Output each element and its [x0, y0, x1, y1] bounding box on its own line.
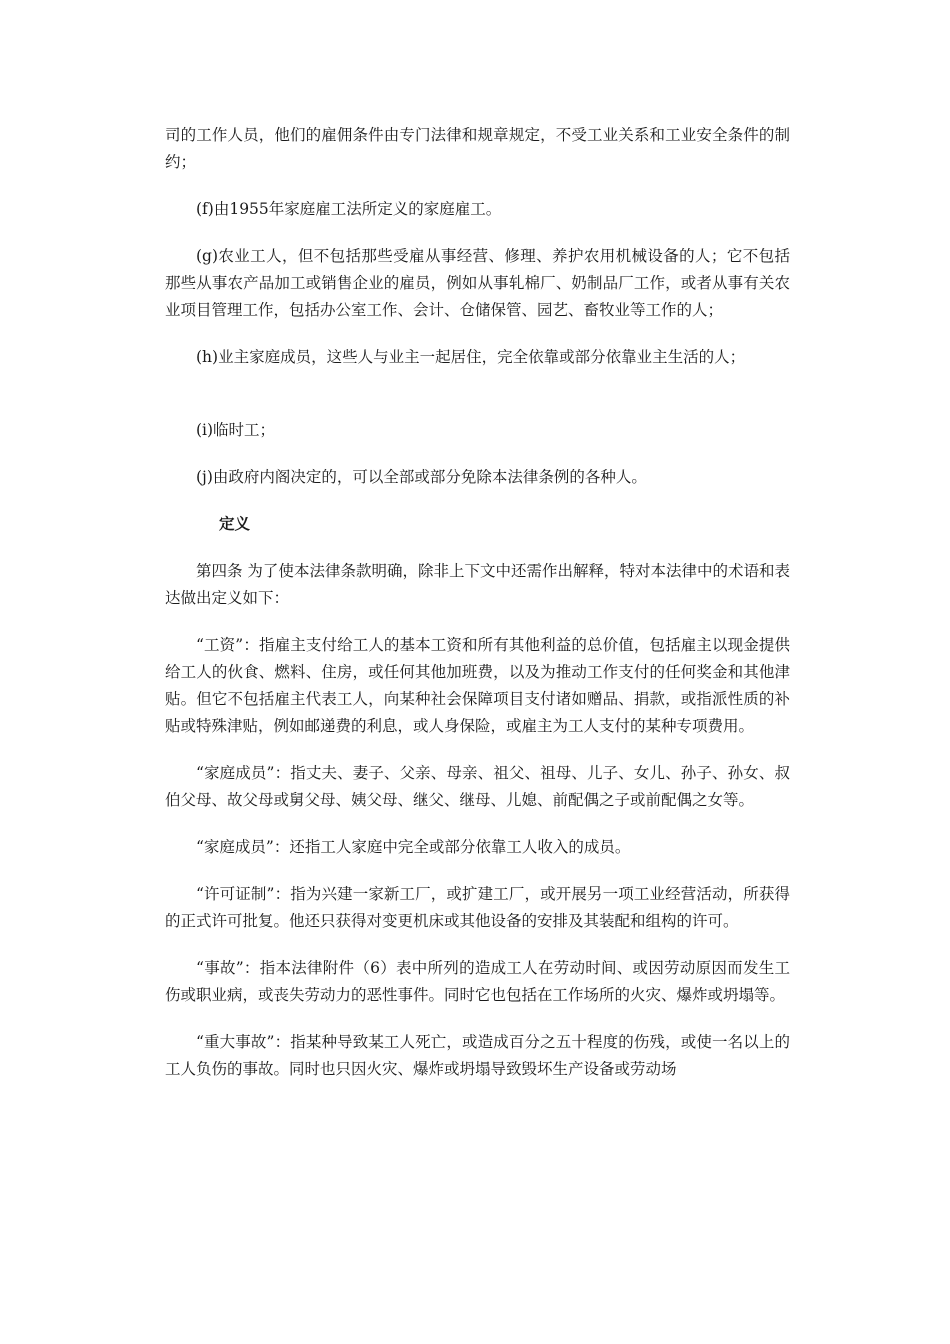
paragraph-definition-wages: “工资”：指雇主支付给工人的基本工资和所有其他利益的总价值，包括雇主以现金提供给工人的伙食、燃料、住房，或任何其他加班费，以及为推动工作支付的任何奖金和其他津贴。但它不包括雇主代表工人，向某种社会保障项目支付诸如赠品、捐款，或指派性质的补贴或特殊津贴，例如邮递费的利息，或人身保险，或雇主为工人支付的某种专项费用。 [165, 636, 790, 735]
spacer [165, 538, 790, 558]
paragraph-definition-accident: “事故”：指本法律附件（6）表中所列的造成工人在劳动时间、或因劳动原因而发生工伤或职业病，或丧失劳动力的恶性事件。同时它也包括在工作场所的火灾、爆炸或坍塌等。 [165, 959, 790, 1004]
spacer [165, 1009, 790, 1029]
spacer [165, 444, 790, 464]
paragraph-item-i: (i)临时工； [196, 421, 276, 439]
spacer [165, 935, 790, 955]
spacer [165, 223, 790, 243]
spacer [165, 491, 790, 511]
paragraph-item-j: (j)由政府内阁决定的，可以全部或部分免除本法律条例的各种人。 [196, 468, 647, 486]
paragraph-item-h: (h)业主家庭成员，这些人与业主一起居住，完全依靠或部分依靠业主生活的人； [196, 348, 746, 366]
spacer [165, 814, 790, 834]
paragraph-definition-family-members-2: “家庭成员”：还指工人家庭中完全或部分依靠工人收入的成员。 [196, 838, 631, 856]
paragraph-item-g: (g)农业工人，但不包括那些受雇从事经营、修理、养护农用机械设备的人；它不包括那些从事农产品加工或销售企业的雇员，例如从事轧棉厂、奶制品厂工作，或者从事有关农业项目管理工作，包括办公室工作、会计、仓储保管、园艺、畜牧业等工作的人； [165, 247, 790, 319]
spacer [165, 861, 790, 881]
paragraph-definition-licensing: “许可证制”：指为兴建一家新工厂，或扩建工厂，或开展另一项工业经营活动，所获得的正式许可批复。他还只获得对变更机床或其他设备的安排及其装配和组构的许可。 [165, 885, 790, 930]
spacer [165, 740, 790, 760]
paragraph-continued: 司的工作人员，他们的雇佣条件由专门法律和规章规定，不受工业关系和工业安全条件的制约； [165, 126, 790, 171]
paragraph-definition-major-accident: “重大事故”：指某种导致某工人死亡，或造成百分之五十程度的伤残，或使一名以上的工人负伤的事故。同时也只因火灾、爆炸或坍塌导致毁坏生产设备或劳动场 [165, 1033, 790, 1078]
spacer [165, 612, 790, 632]
spacer [165, 176, 790, 196]
spacer [165, 324, 790, 344]
paragraph-definition-family-members: “家庭成员”：指丈夫、妻子、父亲、母亲、祖父、祖母、儿子、女儿、孙子、孙女、叔伯父母、故父母或舅父母、姨父母、继父、继母、儿媳、前配偶之子或前配偶之女等。 [165, 764, 790, 809]
document-page [165, 122, 790, 1083]
spacer [165, 371, 790, 417]
section-heading: 定义 [219, 515, 251, 533]
paragraph-item-f: (f)由1955年家庭雇工法所定义的家庭雇工。 [196, 200, 502, 218]
paragraph-article-4: 第四条 为了使本法律条款明确，除非上下文中还需作出解释，特对本法律中的术语和表达做出定义如下： [165, 562, 790, 607]
